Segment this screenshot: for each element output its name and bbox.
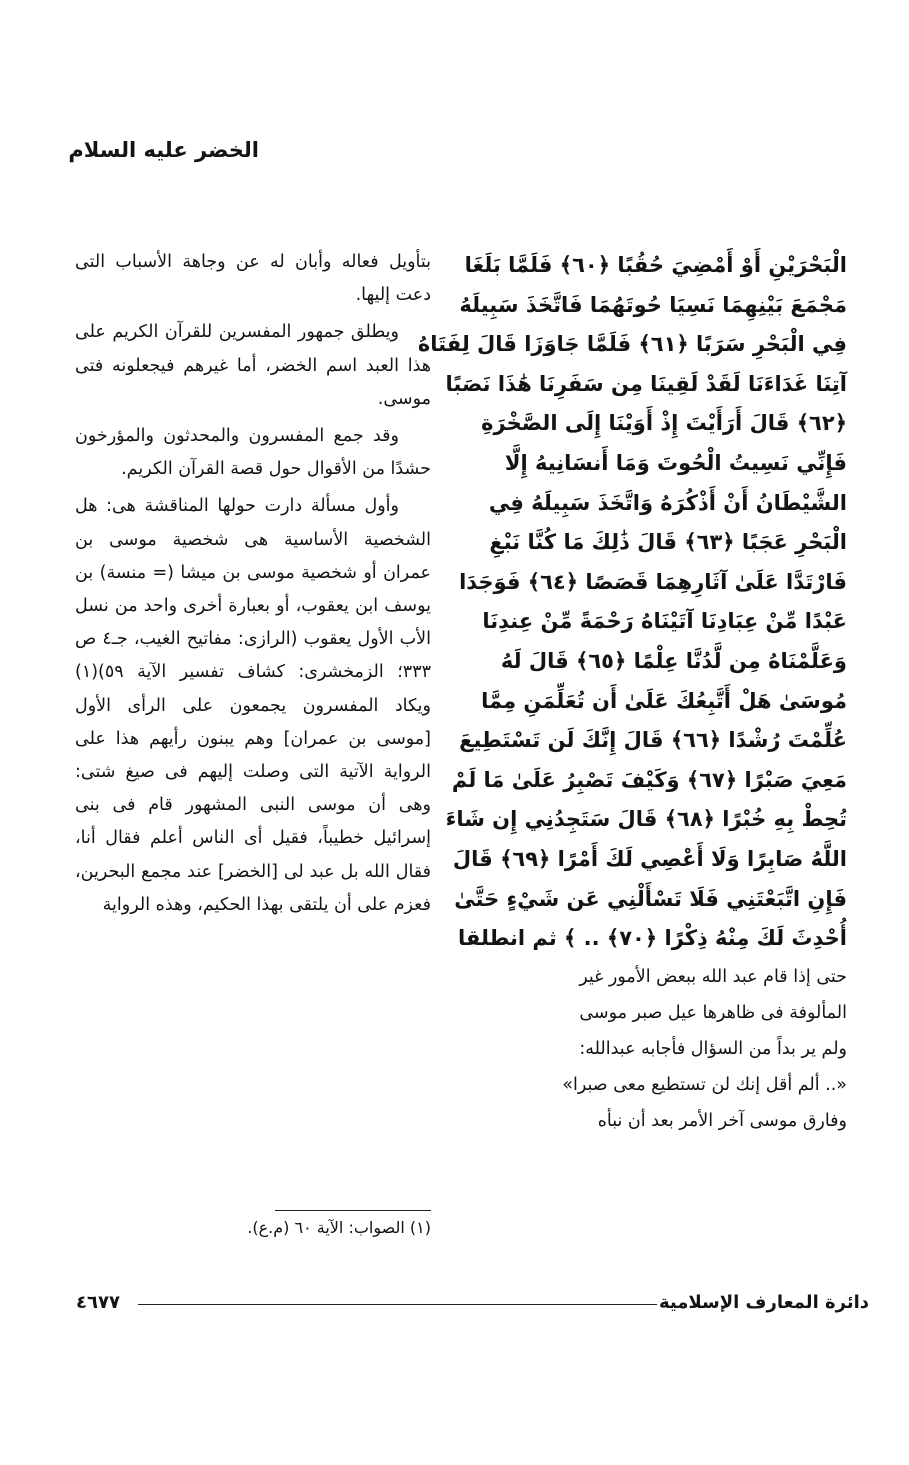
page-footer <box>76 1292 869 1316</box>
verse-line: الْبَحْرَيْنِ أَوْ أَمْضِيَ حُقُبًا ﴿٦٠﴾ فَلَمَّا بَلَغَا <box>464 253 847 277</box>
prose-line: وفارق موسى آخر الأمر بعد أن نبأه <box>597 1110 847 1131</box>
verse-line: وَعَلَّمْنَاهُ مِن لَّدُنَّا عِلْمًا ﴿٦٥﴾ قَالَ لَهُ <box>500 648 847 673</box>
footnote: (١) الصواب: الآية ٦٠ (م.ع). <box>247 1218 431 1237</box>
prose-line: ولم ير بداً من السؤال فأجابه عبدالله: <box>579 1038 847 1059</box>
paragraph: وأول مسألة دارت حولها المناقشة هى: هل الشخصية الأساسية هى شخصية موسى بن عمران أو شخصية موسى بن ميشا (= منسة) بن يوسف ابن يعقوب، أو بعبارة أخرى واحد من نسل الأب الأول يعقوب (الرازى: مفاتيح الغيب، جـ٤ ص ٣٣٣؛ الزمخشرى: كشاف تفسير الآية ٥٩)(١) ويكاد المفسرون يجمعون على الرأى الأول [موسى بن عمران] وهم يبنون رأيهم هذا على الرواية الآتية التى وصلت إليهم فى صيغ شتى: وهى أن موسى النبى المشهور قام فى بنى إسرائيل خطيباً، فقيل أى الناس أعلم فقال أنا، فقال الله بل عبد لى [الخضر] عند مجمع البحرين، فعزم على أن يلتقى بهذا الحكيم، وهذه الرواية <box>75 496 431 915</box>
paragraph: ويطلق جمهور المفسرين للقرآن الكريم على هذا العبد اسم الخضر، أما غيرهم فيجعلونه فتى موسى. <box>75 322 431 409</box>
verse-line: ﴿٦٢﴾ قَالَ أَرَأَيْتَ إِذْ أَوَيْنَا إِلَى الصَّخْرَةِ <box>481 411 847 436</box>
verse-line: عَبْدًا مِّنْ عِبَادِنَا آتَيْنَاهُ رَحْمَةً مِّنْ عِندِنَا <box>482 609 847 634</box>
left-column <box>75 246 431 926</box>
right-column <box>417 246 847 1139</box>
verse-line: آتِنَا غَدَاءَنَا لَقَدْ لَقِينَا مِن سَفَرِنَا هَٰذَا نَصَبًا <box>445 371 847 396</box>
verse-line: فِي الْبَحْرِ سَرَبًا ﴿٦١﴾ فَلَمَّا جَاوَزَا قَالَ لِفَتَاهُ <box>417 332 847 357</box>
verse-line: أُحْدِثَ لَكَ مِنْهُ ذِكْرًا ﴿٧٠﴾ .. ﴾ ثم انطلقا <box>457 926 847 951</box>
verse-line: اللَّهُ صَابِرًا وَلَا أَعْصِي لَكَ أَمْرًا ﴿٦٩﴾ قَالَ <box>452 846 847 871</box>
prose-line: حتى إذا قام عبد الله ببعض الأمور غير <box>579 966 847 987</box>
footer-divider <box>138 1304 657 1305</box>
paragraph: وقد جمع المفسرون والمحدثون والمؤرخون حشدًا من الأقوال حول قصة القرآن الكريم. <box>75 426 431 480</box>
verse-line: مَعِيَ صَبْرًا ﴿٦٧﴾ وَكَيْفَ تَصْبِرُ عَلَىٰ مَا لَمْ <box>451 767 847 792</box>
verse-line: عُلِّمْتَ رُشْدًا ﴿٦٦﴾ قَالَ إِنَّكَ لَن تَسْتَطِيعَ <box>459 728 847 753</box>
footer-publication-title: دائرة المعارف الإسلامية <box>658 1292 869 1313</box>
verse-line: الْبَحْرِ عَجَبًا ﴿٦٣﴾ قَالَ ذَٰلِكَ مَا كُنَّا نَبْغِ <box>489 530 847 555</box>
verse-line: مَجْمَعَ بَيْنِهِمَا نَسِيَا حُوتَهُمَا فَاتَّخَذَ سَبِيلَهُ <box>459 292 847 317</box>
paragraph: بتأويل فعاله وأبان له عن وجاهة الأسباب التى دعت إليها. <box>75 252 431 306</box>
running-head-title: الخضر عليه السلام <box>68 138 259 162</box>
verse-line: فَإِنِ اتَّبَعْتَنِي فَلَا تَسْأَلْنِي عَن شَيْءٍ حَتَّىٰ <box>454 886 847 911</box>
page-number: ٤٦٧٧ <box>76 1292 120 1313</box>
verse-line: فَإِنِّي نَسِيتُ الْحُوتَ وَمَا أَنسَانِيهُ إِلَّا <box>504 450 847 475</box>
verse-line: مُوسَىٰ هَلْ أَتَّبِعُكَ عَلَىٰ أَن تُعَلِّمَنِ مِمَّا <box>481 688 847 713</box>
verse-line: فَارْتَدَّا عَلَىٰ آثَارِهِمَا قَصَصًا ﴿٦٤﴾ فَوَجَدَا <box>459 569 847 594</box>
verse-line: الشَّيْطَانُ أَنْ أَذْكُرَهُ وَاتَّخَذَ سَبِيلَهُ فِي <box>488 490 847 515</box>
verse-line: تُحِطْ بِهِ خُبْرًا ﴿٦٨﴾ قَالَ سَتَجِدُنِي إِن شَاءَ <box>445 807 847 832</box>
footnote-divider <box>275 1210 431 1211</box>
prose-line: «.. ألم أقل إنك لن تستطيع معى صبرا» <box>562 1074 847 1095</box>
prose-line: المألوفة فى ظاهرها عيل صبر موسى <box>579 1002 847 1023</box>
